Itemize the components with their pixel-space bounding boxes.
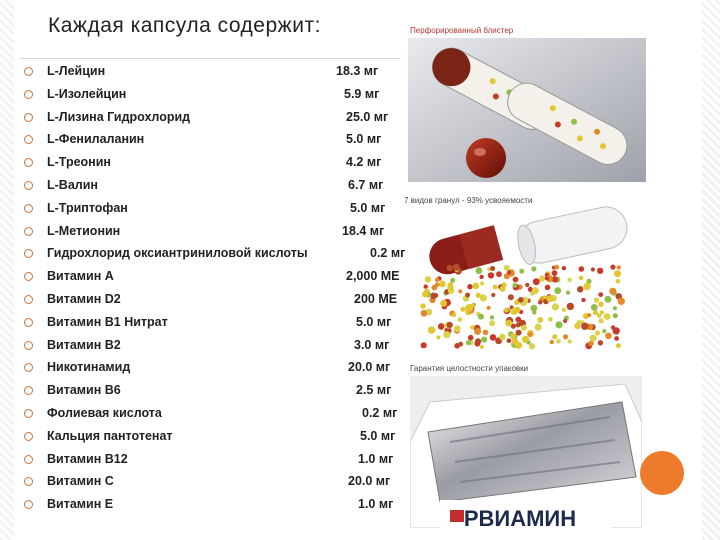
granule: [476, 267, 483, 274]
granule: [530, 305, 537, 312]
ingredient-dose: 5.0 мг: [356, 314, 392, 329]
bullet-icon: [24, 318, 33, 327]
ingredient-dose: 5.0 мг: [350, 200, 386, 215]
granule: [533, 278, 540, 285]
ingredient-dose: 1.0 мг: [358, 497, 394, 512]
granule: [546, 295, 553, 302]
granule: [421, 310, 428, 317]
granule: [424, 284, 428, 288]
bullet-icon: [24, 67, 33, 76]
ingredient-row: [0, 359, 420, 381]
granule: [604, 313, 611, 320]
granule: [438, 323, 445, 330]
granule: [508, 294, 514, 300]
granule: [453, 264, 460, 271]
ingredient-dose: 18.3 мг: [336, 64, 379, 78]
granule: [548, 317, 553, 322]
ingredient-row: [0, 496, 420, 518]
granule: [574, 323, 580, 329]
bullet-icon: [24, 500, 33, 509]
granule: [616, 279, 620, 283]
ingredient-row: [0, 109, 420, 131]
granule: [435, 282, 440, 287]
ingredient-dose: 6.7 мг: [348, 178, 384, 192]
granule: [591, 304, 598, 311]
ingredient-name: Витамин А: [47, 269, 114, 284]
ingredient-dose: 25.0 мг: [346, 109, 389, 124]
granule: [598, 302, 603, 307]
ingredient-row: [0, 291, 420, 313]
granule: [480, 281, 484, 285]
granule: [614, 270, 621, 277]
granule: [518, 297, 524, 303]
bullet-icon: [24, 90, 33, 99]
ingredient-dose: 5.0 мг: [346, 132, 382, 147]
ingredient-name: L-Лизина Гидрохлорид: [47, 109, 191, 124]
granule: [496, 271, 502, 277]
bullet-icon: [24, 181, 33, 190]
granule: [587, 313, 591, 317]
ingredient-row: [0, 337, 420, 359]
ingredient-dose: 2,000 МЕ: [346, 269, 400, 284]
granule: [483, 330, 489, 336]
granule: [566, 291, 570, 295]
granule: [552, 270, 558, 276]
granule: [447, 322, 453, 328]
ingredient-row: [0, 63, 420, 85]
granule: [475, 341, 481, 347]
granule: [490, 266, 495, 271]
ingredient-name: Гидрохлорид оксиантриниловой кислоты: [47, 246, 308, 261]
ingredient-row: [0, 154, 420, 176]
granule: [567, 278, 571, 282]
granule: [435, 278, 439, 282]
granule: [515, 317, 521, 323]
granule: [563, 334, 568, 339]
package-image: [410, 362, 642, 528]
bullet-icon: [24, 272, 33, 281]
granule: [470, 325, 474, 329]
granule: [605, 333, 612, 340]
granule: [555, 321, 562, 328]
granule: [514, 307, 520, 313]
granule: [505, 320, 512, 327]
granule: [556, 339, 561, 344]
granule: [581, 323, 588, 330]
granule: [454, 325, 461, 332]
granule: [521, 325, 527, 331]
granule: [597, 313, 602, 318]
granule: [421, 342, 427, 348]
granule: [499, 334, 506, 341]
title-divider: [20, 58, 400, 59]
ingredient-name: L-Валин: [47, 178, 98, 192]
granule: [528, 332, 533, 337]
granule: [538, 300, 542, 304]
ingredient-dose: 1.0 мг: [358, 451, 394, 466]
granule: [428, 326, 436, 334]
granule: [443, 331, 450, 338]
granule: [474, 328, 481, 335]
granule: [465, 293, 470, 298]
granule: [537, 317, 543, 323]
granule: [613, 306, 617, 310]
granule: [618, 298, 625, 305]
bullet-icon: [24, 158, 33, 167]
granule: [583, 283, 590, 290]
granule: [480, 294, 487, 301]
granule: [507, 338, 512, 343]
bullet-icon: [24, 363, 33, 372]
slide-title: Каждая капсула содержит:: [48, 14, 321, 37]
granule: [480, 345, 484, 349]
ingredient-name: L-Лейцин: [47, 64, 106, 78]
granule: [504, 308, 509, 313]
granule: [552, 303, 559, 310]
granule: [481, 337, 487, 343]
granule: [579, 266, 585, 272]
ingredient-row: [0, 405, 420, 427]
granule: [595, 330, 600, 335]
granule: [563, 319, 567, 323]
ingredient-name: Никотинамид: [47, 360, 131, 375]
ingredient-name: Фолиевая кислота: [47, 406, 162, 420]
granules-image: [408, 192, 640, 360]
granule: [598, 292, 603, 297]
granule: [467, 284, 472, 289]
granule: [439, 281, 446, 288]
granule: [550, 340, 554, 344]
granules-caption: 7 видов гранул - 93% усвояемости: [404, 196, 533, 205]
granule: [611, 325, 615, 329]
box-brand-text: РВИАМИН: [463, 506, 577, 528]
granule: [457, 317, 462, 322]
granule: [513, 277, 519, 283]
granule: [447, 285, 453, 291]
granule: [473, 283, 480, 290]
bullet-icon: [24, 477, 33, 486]
granule: [599, 318, 604, 323]
granule: [516, 323, 521, 328]
ingredient-row: [0, 86, 420, 108]
ingredient-dose: 5.0 мг: [360, 428, 396, 443]
granule: [598, 340, 603, 345]
ingredient-dose: 0.2 мг: [362, 406, 398, 420]
ingredient-name: Витамин В6: [47, 383, 121, 398]
granule: [504, 265, 510, 271]
granule: [487, 306, 491, 310]
bullet-icon: [24, 113, 33, 122]
granule: [552, 335, 557, 340]
ingredient-row: [0, 223, 420, 245]
ingredient-name: L-Треонин: [47, 155, 111, 170]
bullet-icon: [24, 227, 33, 236]
bullet-icon: [24, 432, 33, 441]
ingredient-row: [0, 314, 420, 336]
granule: [516, 330, 522, 336]
granule: [460, 307, 465, 312]
ingredient-row: [0, 382, 420, 404]
granule: [617, 265, 621, 269]
granule: [490, 334, 497, 341]
granule: [568, 339, 572, 343]
granule: [562, 308, 566, 312]
ingredient-row: [0, 177, 420, 199]
granule: [440, 300, 447, 307]
granule: [431, 293, 436, 298]
granule: [510, 309, 514, 313]
granule: [425, 276, 432, 283]
ingredient-row: [0, 428, 420, 450]
ingredient-row: [0, 200, 420, 222]
granule: [609, 288, 616, 295]
granule: [531, 266, 536, 271]
package-caption: Гарантия целостности упаковки: [410, 364, 529, 373]
granule: [613, 313, 618, 318]
ingredient-row: [0, 268, 420, 290]
granule: [446, 265, 453, 272]
granule: [489, 320, 495, 326]
granule: [458, 289, 462, 293]
granule: [581, 298, 585, 302]
granule: [458, 342, 463, 347]
granule: [490, 315, 494, 319]
granule: [500, 286, 506, 292]
granule: [512, 283, 517, 288]
granule: [591, 267, 595, 271]
granule: [512, 338, 518, 344]
granule: [605, 296, 612, 303]
package-photo: [410, 362, 642, 528]
ingredient-row: [0, 473, 420, 495]
ingredient-dose: 5.9 мг: [344, 86, 380, 101]
ingredient-row: [0, 131, 420, 153]
ingredient-dose: 3.0 мг: [354, 337, 390, 352]
granule: [488, 272, 494, 278]
granule: [594, 297, 599, 302]
granule: [579, 276, 584, 281]
ingredient-name: Витамин В12: [47, 451, 128, 466]
granule: [493, 285, 498, 290]
granule: [539, 275, 545, 281]
granule: [525, 283, 529, 287]
granule: [466, 340, 471, 345]
granule: [479, 275, 483, 279]
granule: [590, 335, 597, 342]
ingredient-name: L-Метионин: [47, 223, 121, 238]
ingredient-name: Витамин В1 Нитрат: [47, 314, 168, 329]
granules-photo: [404, 192, 640, 360]
granule: [554, 265, 559, 270]
blister-caption: Перфорированный блистер: [410, 26, 514, 35]
ingredient-row: [0, 245, 420, 267]
granule: [597, 268, 603, 274]
bullet-icon: [24, 135, 33, 144]
granule: [562, 266, 566, 270]
ingredient-name: Витамин В2: [47, 337, 121, 352]
ingredient-dose: 0.2 мг: [370, 246, 406, 261]
ingredient-dose: 20.0 мг: [348, 360, 391, 375]
granule: [567, 303, 574, 310]
ingredient-dose: 20.0 мг: [348, 474, 391, 489]
bullet-icon: [24, 204, 33, 213]
ingredient-dose: 200 МЕ: [354, 292, 398, 306]
bullet-icon: [24, 341, 33, 350]
granule: [593, 310, 598, 315]
ingredient-name: L-Триптофан: [47, 200, 128, 215]
granule: [616, 343, 621, 348]
granule: [522, 336, 529, 343]
granule: [450, 278, 455, 283]
ingredient-dose: 4.2 мг: [346, 155, 382, 170]
ingredient-row: [0, 451, 420, 473]
ingredient-name: Витамин D2: [47, 292, 121, 306]
bullet-icon: [24, 409, 33, 418]
granule: [478, 314, 484, 320]
granule: [554, 287, 561, 294]
ingredient-name: L-Изолейцин: [47, 86, 127, 101]
granule: [577, 286, 583, 292]
bullet-icon: [24, 386, 33, 395]
granule: [519, 269, 524, 274]
granule: [452, 313, 456, 317]
granule: [436, 335, 440, 339]
granule: [510, 333, 516, 339]
ingredient-name: Витамин Е: [47, 497, 114, 512]
bullet-icon: [24, 455, 33, 464]
bullet-icon: [24, 249, 33, 258]
blister-photo: [408, 20, 646, 182]
blister-image: [408, 20, 646, 182]
right-decorative-stripe: [702, 0, 720, 540]
granule: [465, 304, 473, 312]
ingredient-dose: 2.5 мг: [356, 383, 392, 398]
granule: [507, 270, 511, 274]
granule: [468, 335, 474, 341]
ingredient-name: Витамин С: [47, 474, 114, 489]
granule: [422, 291, 429, 298]
granule: [545, 276, 549, 280]
granule: [610, 265, 615, 270]
ingredient-name: L-Фенилаланин: [47, 132, 145, 147]
granule: [420, 303, 426, 309]
ingredient-name: Кальция пантотенат: [47, 428, 173, 443]
ingredient-dose: 18.4 мг: [342, 223, 385, 238]
granule: [602, 329, 606, 333]
granule: [532, 287, 539, 294]
accent-circle: [640, 451, 684, 495]
granule: [535, 324, 542, 331]
granule: [491, 293, 495, 297]
granule: [545, 285, 551, 291]
bullet-icon: [24, 295, 33, 304]
granule: [614, 336, 619, 341]
